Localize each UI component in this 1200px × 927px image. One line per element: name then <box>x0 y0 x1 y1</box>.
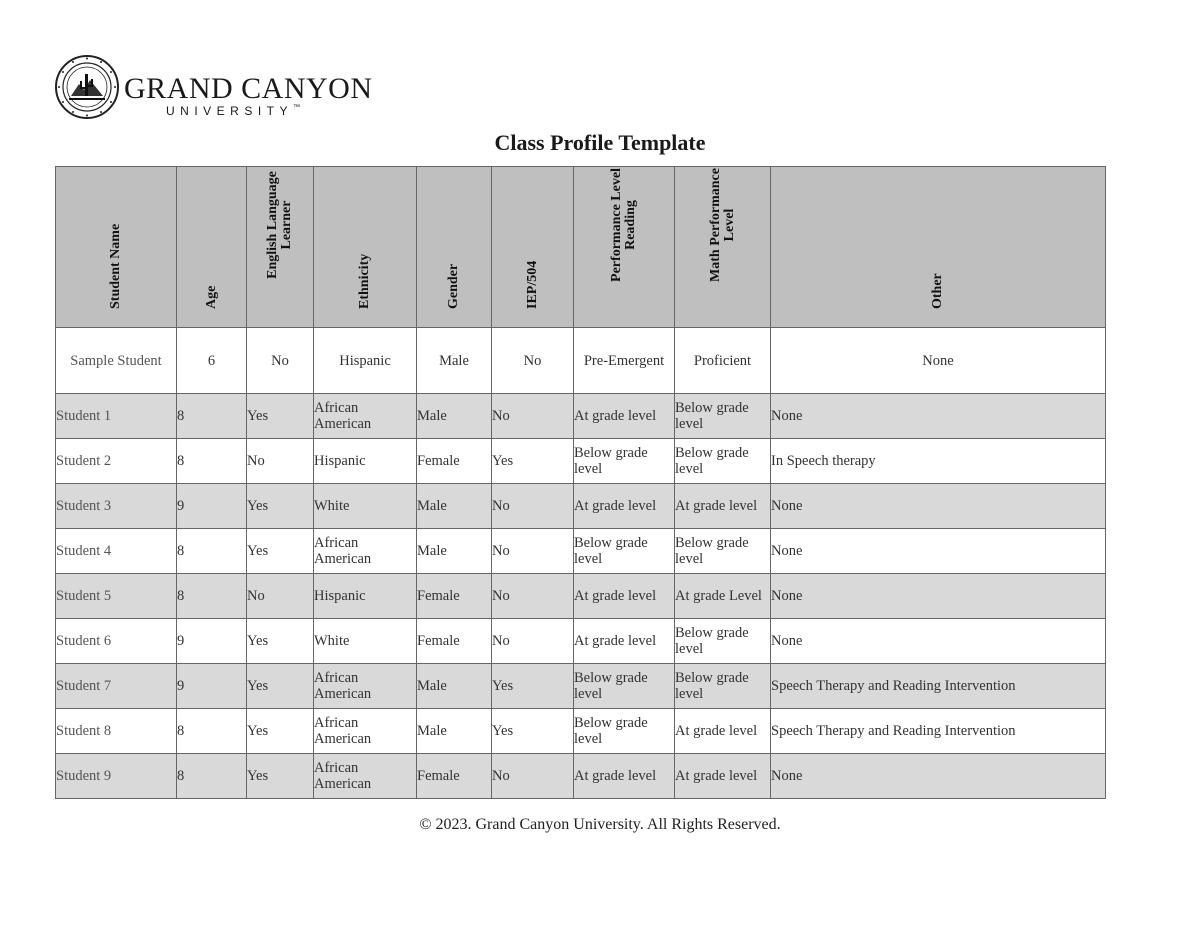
cell-other: None <box>771 574 1106 619</box>
cell-other: Speech Therapy and Reading Intervention <box>771 709 1106 754</box>
class-profile-table <box>55 166 1106 799</box>
table-row <box>56 619 1106 664</box>
cell-reading-level: Below grade level <box>574 664 675 709</box>
cell-math-level: Below grade level <box>675 664 771 709</box>
cell-iep-504: No <box>492 754 574 799</box>
table-row <box>56 754 1106 799</box>
cell-age: 9 <box>177 619 247 664</box>
table-row <box>56 439 1106 484</box>
table-row <box>56 664 1106 709</box>
cell-age: 8 <box>177 529 247 574</box>
cell-ethnicity: White <box>314 619 417 664</box>
cell-ell: Yes <box>247 484 314 529</box>
cell-student-name: Student 1 <box>56 394 177 439</box>
logo-wordmark: GRAND CANYON <box>124 72 373 105</box>
cell-reading-level: Below grade level <box>574 439 675 484</box>
cell-ell: Yes <box>247 619 314 664</box>
cell-age: 6 <box>177 328 247 394</box>
cell-gender: Male <box>417 664 492 709</box>
cell-gender: Female <box>417 754 492 799</box>
cell-iep-504: No <box>492 574 574 619</box>
cell-iep-504: No <box>492 484 574 529</box>
cell-age: 9 <box>177 664 247 709</box>
cell-math-level: At grade Level <box>675 574 771 619</box>
cell-iep-504: No <box>492 619 574 664</box>
cell-ell: Yes <box>247 709 314 754</box>
cell-student-name: Student 7 <box>56 664 177 709</box>
header-ethnicity: Ethnicity <box>314 167 417 328</box>
cell-other: Speech Therapy and Reading Intervention <box>771 664 1106 709</box>
cell-other: None <box>771 529 1106 574</box>
cell-age: 8 <box>177 439 247 484</box>
cell-math-level: At grade level <box>675 484 771 529</box>
cell-iep-504: Yes <box>492 439 574 484</box>
cell-age: 8 <box>177 574 247 619</box>
cell-ethnicity: African American <box>314 664 417 709</box>
sample-row <box>56 328 1106 394</box>
cell-student-name: Student 3 <box>56 484 177 529</box>
header-age: Age <box>177 167 247 328</box>
cell-gender: Male <box>417 328 492 394</box>
cell-age: 9 <box>177 484 247 529</box>
cell-gender: Female <box>417 619 492 664</box>
cell-reading-level: At grade level <box>574 394 675 439</box>
cell-math-level: Below grade level <box>675 529 771 574</box>
cell-iep-504: No <box>492 328 574 394</box>
header-performance-level-reading: Performance Level Reading <box>574 167 675 328</box>
cell-ell: Yes <box>247 394 314 439</box>
cell-gender: Male <box>417 529 492 574</box>
cell-math-level: Below grade level <box>675 619 771 664</box>
cell-math-level: Proficient <box>675 328 771 394</box>
table-row <box>56 484 1106 529</box>
cell-student-name: Student 5 <box>56 574 177 619</box>
cell-math-level: At grade level <box>675 709 771 754</box>
cell-age: 8 <box>177 709 247 754</box>
cell-student-name: Student 6 <box>56 619 177 664</box>
cell-student-name: Student 2 <box>56 439 177 484</box>
cell-gender: Female <box>417 574 492 619</box>
table-row <box>56 529 1106 574</box>
header-student-name: Student Name <box>56 167 177 328</box>
cell-math-level: Below grade level <box>675 439 771 484</box>
cell-reading-level: Below grade level <box>574 709 675 754</box>
cell-math-level: Below grade level <box>675 394 771 439</box>
cell-ell: No <box>247 574 314 619</box>
cell-ell: Yes <box>247 529 314 574</box>
cell-gender: Male <box>417 484 492 529</box>
cell-ethnicity: African American <box>314 529 417 574</box>
table-row <box>56 394 1106 439</box>
university-logo <box>54 54 373 120</box>
cell-ethnicity: Hispanic <box>314 574 417 619</box>
cell-reading-level: At grade level <box>574 754 675 799</box>
cell-gender: Male <box>417 709 492 754</box>
header-english-language-learner: English Language Learner <box>247 167 314 328</box>
cell-iep-504: Yes <box>492 709 574 754</box>
cell-ethnicity: Hispanic <box>314 328 417 394</box>
header-iep-504: IEP/504 <box>492 167 574 328</box>
cell-reading-level: At grade level <box>574 619 675 664</box>
copyright-footer: © 2023. Grand Canyon University. All Rights Reserved. <box>419 816 781 833</box>
cell-student-name: Student 8 <box>56 709 177 754</box>
cell-gender: Female <box>417 439 492 484</box>
cell-ell: No <box>247 328 314 394</box>
cell-ell: Yes <box>247 754 314 799</box>
cell-iep-504: No <box>492 529 574 574</box>
page-title: Class Profile Template <box>494 130 706 155</box>
cell-other: None <box>771 394 1106 439</box>
table-row <box>56 574 1106 619</box>
cell-ell: No <box>247 439 314 484</box>
cell-student-name: Student 9 <box>56 754 177 799</box>
header-math-performance-level: Math Performance Level <box>675 167 771 328</box>
cell-student-name: Sample Student <box>56 328 177 394</box>
header-gender: Gender <box>417 167 492 328</box>
cell-reading-level: At grade level <box>574 484 675 529</box>
cell-reading-level: Pre-Emergent <box>574 328 675 394</box>
cell-ethnicity: White <box>314 484 417 529</box>
cell-ethnicity: African American <box>314 709 417 754</box>
cell-ethnicity: African American <box>314 394 417 439</box>
cell-other: In Speech therapy <box>771 439 1106 484</box>
cell-other: None <box>771 754 1106 799</box>
cell-other: None <box>771 328 1106 394</box>
university-seal-icon <box>54 54 120 120</box>
cell-math-level: At grade level <box>675 754 771 799</box>
logo-university-text: UNIVERSITY™ <box>166 104 301 118</box>
table-header-row <box>56 167 1106 328</box>
cell-iep-504: No <box>492 394 574 439</box>
cell-ell: Yes <box>247 664 314 709</box>
cell-other: None <box>771 619 1106 664</box>
cell-age: 8 <box>177 754 247 799</box>
cell-student-name: Student 4 <box>56 529 177 574</box>
cell-reading-level: At grade level <box>574 574 675 619</box>
cell-reading-level: Below grade level <box>574 529 675 574</box>
cell-ethnicity: Hispanic <box>314 439 417 484</box>
cell-iep-504: Yes <box>492 664 574 709</box>
table-row <box>56 709 1106 754</box>
header-other: Other <box>771 167 1106 328</box>
cell-age: 8 <box>177 394 247 439</box>
cell-other: None <box>771 484 1106 529</box>
cell-gender: Male <box>417 394 492 439</box>
cell-ethnicity: African American <box>314 754 417 799</box>
